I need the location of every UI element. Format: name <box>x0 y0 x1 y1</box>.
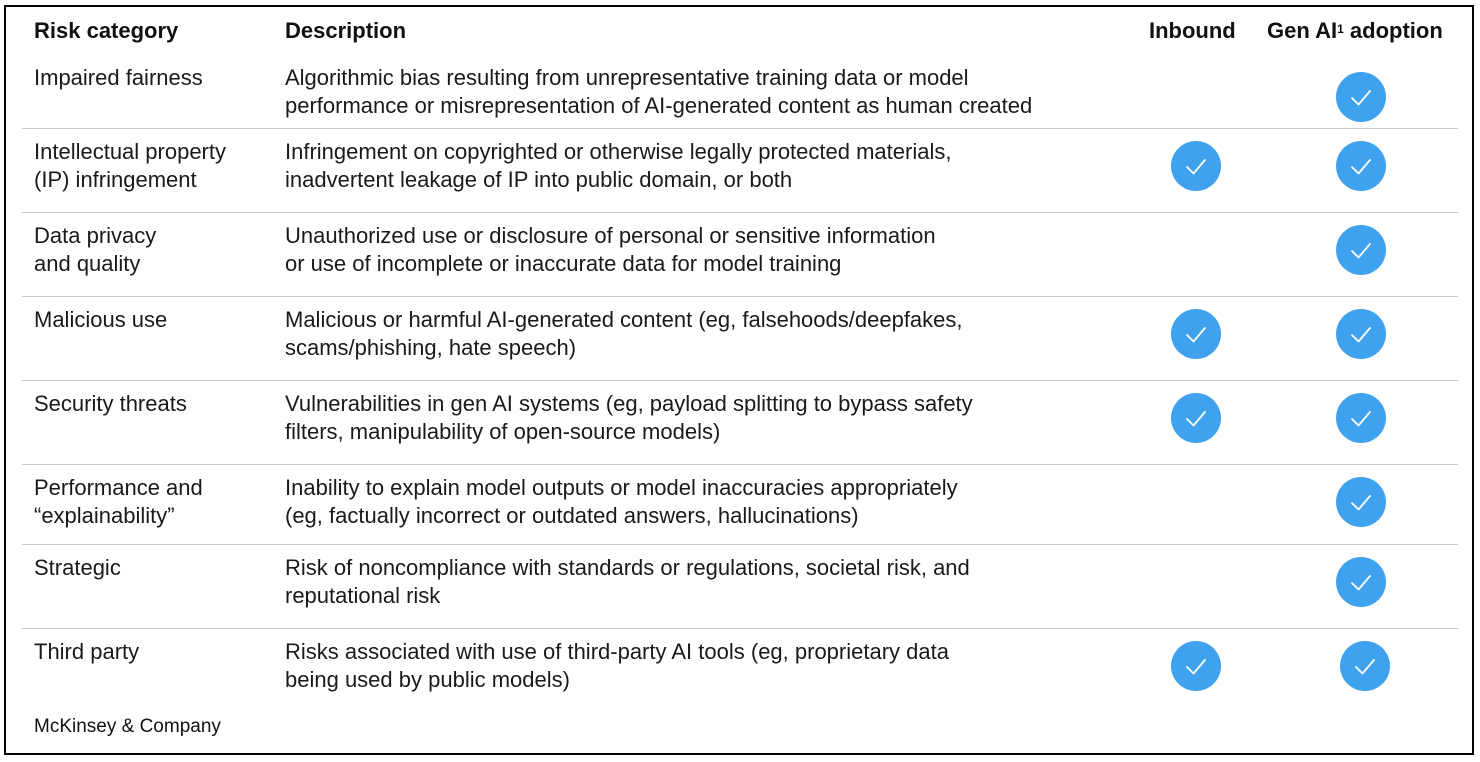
table-row <box>0 304 1480 388</box>
table-row <box>0 636 1480 720</box>
description-line: Infringement on copyrighted or otherwise legally protected materials, <box>285 139 952 164</box>
table-row <box>0 552 1480 636</box>
risk-category-cell <box>34 64 274 120</box>
risk-category-cell <box>34 222 274 278</box>
description-line: filters, manipulability of open-source models) <box>285 419 721 444</box>
description-line: Vulnerabilities in gen AI systems (eg, payload splitting to bypass safety <box>285 391 973 416</box>
risk-category-line <box>34 92 274 120</box>
genai-adoption-check-icon <box>1336 225 1386 275</box>
header-genai-adoption <box>1267 18 1443 44</box>
risk-category-line: Strategic <box>34 555 121 580</box>
risk-category-cell <box>34 390 274 446</box>
table-row <box>0 388 1480 472</box>
risk-category-cell <box>34 474 274 530</box>
description-line: Unauthorized use or disclosure of personal or sensitive information <box>285 223 936 248</box>
risk-category-line: Performance and <box>34 475 203 500</box>
description-cell <box>285 390 1145 446</box>
row-divider <box>22 128 1458 129</box>
header-inbound: Inbound <box>1149 18 1236 43</box>
inbound-check-icon <box>1171 393 1221 443</box>
row-divider <box>22 212 1458 213</box>
description-cell <box>285 64 1145 120</box>
risk-category-line: Impaired fairness <box>34 65 203 90</box>
header-risk-category: Risk category <box>34 18 179 43</box>
description-cell <box>285 306 1145 362</box>
risk-category-line: Malicious use <box>34 307 168 332</box>
risk-category-cell <box>34 554 274 610</box>
risk-category-line <box>34 334 274 362</box>
row-divider <box>22 628 1458 629</box>
description-line: reputational risk <box>285 583 441 608</box>
description-line: (eg, factually incorrect or outdated answers, hallucinations) <box>285 503 859 528</box>
row-divider <box>22 380 1458 381</box>
risk-category-cell <box>34 638 274 694</box>
header-genai-prefix: Gen AI <box>1267 18 1338 43</box>
inbound-check-icon <box>1171 641 1221 691</box>
description-line: Risk of noncompliance with standards or regulations, societal risk, and <box>285 555 970 580</box>
description-cell <box>285 638 1145 694</box>
table-row <box>0 136 1480 220</box>
risk-category-line: Intellectual property <box>34 139 226 164</box>
risk-category-line <box>34 666 274 694</box>
risk-category-line <box>34 582 274 610</box>
description-line: inadvertent leakage of IP into public domain, or both <box>285 167 793 192</box>
risk-category-line: (IP) infringement <box>34 167 197 192</box>
header-genai-footnote: 1 <box>1337 22 1344 36</box>
description-cell <box>285 138 1145 194</box>
risk-category-line: and quality <box>34 251 141 276</box>
description-line: Malicious or harmful AI-generated content (eg, falsehoods/deepfakes, <box>285 307 963 332</box>
description-line: Inability to explain model outputs or model inaccuracies appropriately <box>285 475 958 500</box>
table-row <box>0 62 1480 146</box>
genai-adoption-check-icon <box>1336 393 1386 443</box>
genai-adoption-check-icon <box>1336 557 1386 607</box>
header-description: Description <box>285 18 407 43</box>
description-line: or use of incomplete or inaccurate data for model training <box>285 251 842 276</box>
description-cell <box>285 554 1145 610</box>
risk-category-cell <box>34 306 274 362</box>
description-line: being used by public models) <box>285 667 570 692</box>
row-divider <box>22 544 1458 545</box>
risk-category-line: “explainability” <box>34 503 175 528</box>
description-line: Algorithmic bias resulting from unrepresentative training data or model <box>285 65 969 90</box>
genai-adoption-check-icon <box>1336 72 1386 122</box>
risk-category-line <box>34 418 274 446</box>
header-genai-suffix: adoption <box>1343 18 1443 43</box>
risk-category-line: Data privacy <box>34 223 157 248</box>
genai-adoption-check-icon <box>1336 141 1386 191</box>
risk-category-line: Security threats <box>34 391 187 416</box>
genai-adoption-check-icon <box>1340 641 1390 691</box>
risk-category-cell <box>34 138 274 194</box>
description-line: scams/phishing, hate speech) <box>285 335 577 360</box>
inbound-check-icon <box>1171 141 1221 191</box>
genai-adoption-check-icon <box>1336 477 1386 527</box>
description-cell <box>285 222 1145 278</box>
inbound-check-icon <box>1171 309 1221 359</box>
description-line: Risks associated with use of third-party AI tools (eg, proprietary data <box>285 639 949 664</box>
row-divider <box>22 464 1458 465</box>
table-row <box>0 220 1480 304</box>
risk-category-line: Third party <box>34 639 140 664</box>
row-divider <box>22 296 1458 297</box>
source-label: McKinsey & Company <box>34 716 221 737</box>
genai-adoption-check-icon <box>1336 309 1386 359</box>
description-line: performance or misrepresentation of AI-generated content as human created <box>285 93 1033 118</box>
description-cell <box>285 474 1145 530</box>
